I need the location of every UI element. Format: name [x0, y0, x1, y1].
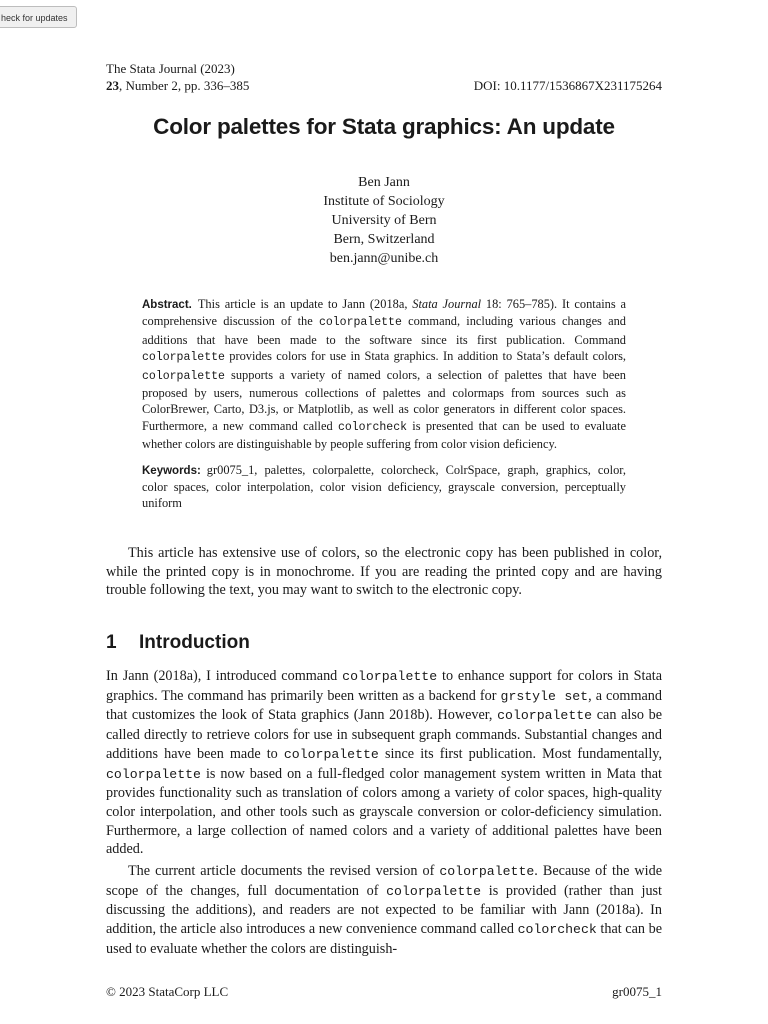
code-colorpalette: colorpalette [318, 316, 402, 330]
code-grstyle-set: grstyle set [500, 688, 589, 704]
keywords [142, 462, 626, 512]
author-name: Ben Jann [358, 175, 410, 190]
abstract [142, 296, 626, 512]
code-colorpalette: colorpalette [142, 369, 225, 383]
abstract-text: Abstract. This article is an update to Jann (2018a, Stata Journal 18: 765–785). It contains a comprehensive discussion of the colorpalette command, including various changes and additions that have been made to the software since its first publication. Command colorpalette provides colors for use in Stata graphics. In addition to Stata’s default colors, colorpalette supports a variety of named colors, a selection of palettes that have been proposed by users, numerous collections of palettes and colormaps from sources such as ColorBrewer, Carto, D3.js, or Matplotlib, as well as color generators in different color spaces. Furthermore, a new command called colorcheck is presented that can be used to evaluate whether colors are distinguishable by people suffering from color vision deficiency. [142, 297, 626, 452]
abstract-label: Abstract. [142, 299, 192, 311]
issue-pages: , Number 2, pp. 336–385 [119, 78, 250, 93]
code-colorpalette: colorpalette [386, 883, 482, 899]
intro-paragraph-1: In Jann (2018a), I introduced command colorpalette to enhance support for colors in Stata graphics. The command has primarily been written as a backend for grstyle set, a command that customizes the look of Stata graphics (Jann 2018b). However, colorpalette can also be called directly to retrieve colors for use in subsequent graph commands. Substantial changes and additions have been made to colorpalette since its first publication. Most fundamentally, colorpalette is now based on a full-fledged color management system written in Mata that provides functionality such as translation of colors among a variety of color spaces, high-quality color interpolation, and other tools such as grayscale conversion or color-deficiency simulation. Furthermore, a large collection of named colors and a variety of additional palettes have been added. [106, 668, 663, 858]
keywords-label: Keywords: [142, 464, 201, 477]
keywords-text: gr0075_1, palettes, colorpalette, colorcheck, ColrSpace, graph, graphics, color, color spaces, color interpolation, color vision deficiency, grayscale conversion, perceptually uniform [142, 462, 626, 511]
color-note-paragraph: This article has extensive use of colors, so the electronic copy has been published in color, while the printed copy is in monochrome. If you are reading the printed copy and are having trouble following the text, you may want to switch to the electronic copy. [106, 545, 662, 599]
code-colorpalette: colorpalette [497, 708, 593, 724]
author-email[interactable]: ben.jann@unibe.ch [329, 251, 439, 266]
check-for-updates-button[interactable]: heck for updates [0, 6, 77, 28]
page-footer [106, 984, 662, 1000]
article-id: gr0075_1 [612, 984, 662, 999]
author-location: Bern, Switzerland [333, 232, 435, 247]
code-colorpalette: colorpalette [106, 766, 201, 782]
code-colorpalette: colorpalette [342, 669, 438, 684]
volume-number: 23 [106, 78, 119, 93]
section-title: Introduction [139, 632, 250, 653]
section-number: 1 [106, 632, 117, 653]
masthead [106, 60, 662, 94]
code-colorpalette: colorpalette [283, 746, 379, 762]
code-colorcheck: colorcheck [517, 922, 597, 938]
author-block [106, 173, 662, 268]
copyright-notice: © 2023 StataCorp LLC [106, 984, 229, 999]
author-university: University of Bern [331, 213, 437, 228]
doi[interactable]: DOI: 10.1177/1536867X231175264 [473, 78, 662, 93]
journal-name: The Stata Journal (2023) [106, 61, 235, 76]
intro-paragraph-2: The current article documents the revised version of colorpalette. Because of the wide scope of the changes, full documentation of colorpalette is provided (rather than just discussing the additions), and readers are not expected to be familiar with Jann (2018a). In addition, the article also introduces a new convenience command called colorcheck that can be used to evaluate whether the colors are distinguish- [106, 863, 662, 957]
code-colorpalette: colorpalette [439, 864, 535, 879]
section-heading-introduction [106, 632, 250, 654]
author-affiliation: Institute of Sociology [323, 194, 445, 209]
code-colorpalette: colorpalette [142, 351, 225, 365]
code-colorcheck: colorcheck [337, 420, 408, 434]
volume-issue [106, 77, 249, 94]
article-title: Color palettes for Stata graphics: An update [153, 114, 615, 139]
